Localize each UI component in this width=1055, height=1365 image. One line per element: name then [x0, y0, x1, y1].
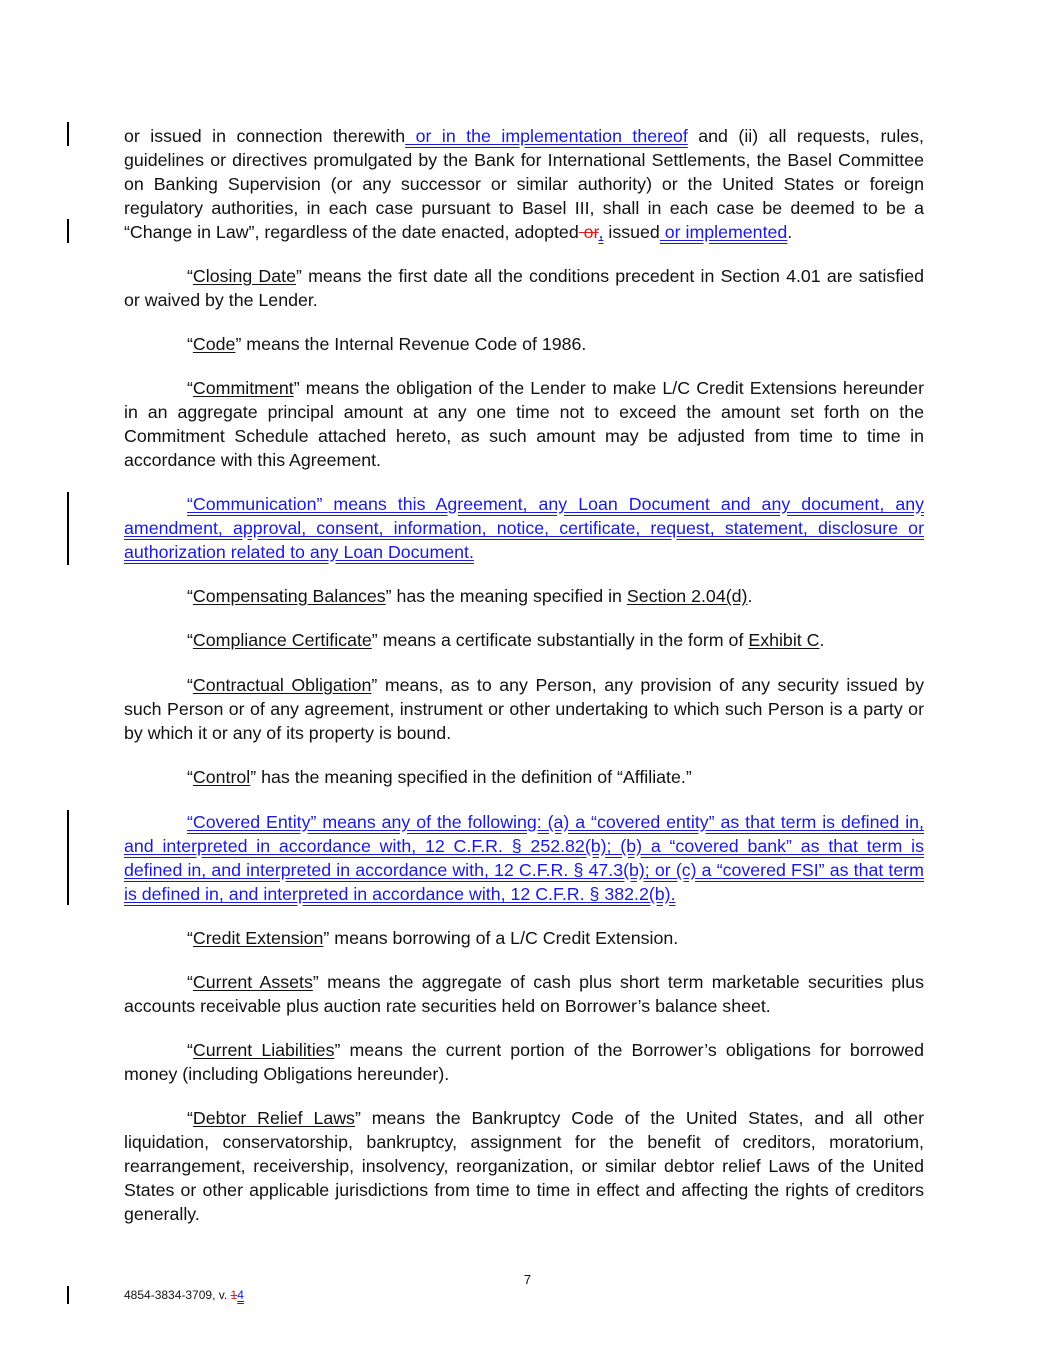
defined-term: Debtor Relief Laws [192, 1108, 355, 1128]
definition-current-assets: “Current Assets” means the aggregate of cash plus short term marketable securities plus accounts receivable plus auction rate securities held on Borrower’s balance sheet. [124, 972, 924, 1016]
defined-term: Current Assets [192, 972, 313, 992]
inserted-version: 4 [237, 1288, 244, 1302]
definition-commitment: “Commitment” means the obligation of the Lender to make L/C Credit Extensions hereunder in an aggregate principal amount at any one time not to exceed the amount set forth on the Commitment Schedule attached hereto, as such amount may be adjusted from time to time in accordance with this Agreement. [124, 378, 924, 470]
definition-debtor-relief-laws: “Debtor Relief Laws” means the Bankruptcy Code of the United States, and all other liquidation, conservatorship, bankruptcy, assignment for the benefit of creditors, moratorium, rearrangement, receivership, insolvency, reorganization, or similar debtor relief Laws of the United States or other applicable jurisdictions from time to time in effect and affecting the rights of creditors generally. [124, 1108, 924, 1224]
change-bar [67, 810, 69, 905]
defined-term: Code [192, 334, 236, 354]
inserted-text: , [598, 222, 604, 242]
change-bar [67, 122, 69, 146]
page-number: 7 [523, 1272, 532, 1287]
deleted-version: 1 [230, 1288, 238, 1302]
defined-term: Contractual Obligation [192, 675, 372, 695]
defined-term: Closing Date [192, 266, 296, 286]
defined-term: Current Liabilities [192, 1040, 335, 1060]
definition-covered-entity-inserted: “Covered Entity” means any of the following: (a) a “covered entity” as that term is defined in, and interpreted in accordance with, 12 C.F.R. § 252.82(b); (b) a “covered bank” as that term is defined in, and interpreted in accordance with, 12 C.F.R. § 47.3(b); or (c) a “covered FSI” as that term is defined in, and interpreted in accordance with, 12 C.F.R. § 382.2(b). [124, 812, 924, 904]
change-bar [67, 492, 69, 565]
deleted-text: or [578, 222, 599, 242]
definition-current-liabilities: “Current Liabilities” means the current portion of the Borrower’s obligations for borrowed money (including Obligations hereunder). [124, 1040, 924, 1084]
change-bar [67, 1286, 69, 1304]
inserted-text: or in the implementation thereof [405, 126, 688, 146]
definition-code: “Code” means the Internal Revenue Code of 1986. [187, 334, 587, 354]
defined-term: Commitment [192, 378, 294, 398]
section-reference: Section 2.04(d) [626, 586, 748, 606]
defined-term: Compensating Balances [192, 586, 386, 606]
defined-term: Compliance Certificate [192, 630, 372, 650]
definition-closing-date: “Closing Date” means the first date all the conditions precedent in Section 4.01 are satisfied or waived by the Lender. [124, 266, 924, 310]
definition-control: “Control” has the meaning specified in the definition of “Affiliate.” [187, 767, 692, 787]
definition-contractual-obligation: “Contractual Obligation” means, as to any Person, any provision of any security issued by such Person or of any agreement, instrument or other undertaking to which such Person is a party or by which it or any of its property is bound. [124, 675, 924, 743]
exhibit-reference: Exhibit C [748, 630, 820, 650]
paragraph-change-in-law-continued: or issued in connection therewith or in the implementation thereof and (ii) all requests, rules, guidelines or directives promulgated by the Bank for International Settlements, the Basel Committee on Banking Supervision (or any successor or similar authority) or the United States or foreign regulatory authorities, in each case pursuant to Basel III, shall in each case be deemed to be a “Change in Law”, regardless of the date enacted, adopted or, issued or implemented. [124, 126, 924, 242]
definition-credit-extension: “Credit Extension” means borrowing of a L/C Credit Extension. [187, 928, 679, 948]
definition-compliance-certificate: “Compliance Certificate” means a certificate substantially in the form of Exhibit C. [187, 630, 825, 650]
defined-term: Control [192, 767, 251, 787]
document-id-footer: 4854-3834-3709, v. 14 [124, 1288, 244, 1302]
change-bar [67, 219, 69, 243]
inserted-text: or implemented [659, 222, 788, 242]
definition-compensating-balances: “Compensating Balances” has the meaning specified in Section 2.04(d). [187, 586, 753, 606]
definition-communication-inserted: “Communication” means this Agreement, any Loan Document and any document, any amendment, approval, consent, information, notice, certificate, request, statement, disclosure or authorization related to any Loan Document. [124, 494, 924, 562]
defined-term: Credit Extension [192, 928, 324, 948]
